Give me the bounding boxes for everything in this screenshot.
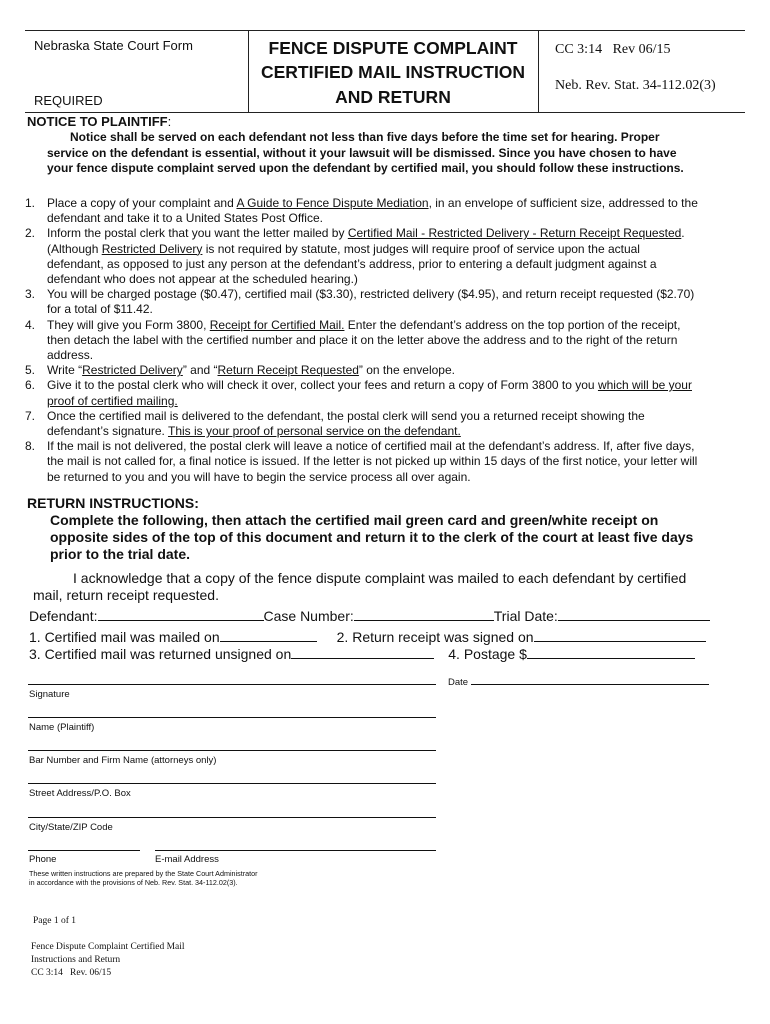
email-caption: E-mail Address (155, 854, 219, 865)
defendant-label: Defendant: (29, 608, 98, 624)
footer-line1: Fence Dispute Complaint Certified Mail (31, 942, 185, 952)
form-title-line3: AND RETURN (335, 87, 451, 107)
signature-caption: Signature (29, 689, 70, 700)
bar-number-caption: Bar Number and Firm Name (attorneys only) (29, 755, 217, 766)
signature-line[interactable] (28, 684, 436, 685)
trial-date-label: Trial Date: (493, 608, 558, 624)
required-label: REQUIRED (34, 93, 103, 108)
list-item: 1. Place a copy of your complaint and A Guide to Fence Dispute Mediation, in an envelope of sufficient size, addressed to the defendant and take it to a United States Post Office. (25, 196, 698, 226)
list-item: 3. You will be charged postage ($0.47), certified mail ($3.30), restricted delivery ($4.95), and return receipt requested ($2.70) for a total of $11.42. (25, 287, 695, 317)
header-top-rule (25, 30, 745, 31)
form-source: Nebraska State Court Form (34, 38, 193, 53)
case-number-label: Case Number: (263, 608, 354, 624)
city-caption: City/State/ZIP Code (29, 822, 113, 833)
street-caption: Street Address/P.O. Box (29, 788, 131, 799)
returned-unsigned-field[interactable] (291, 646, 434, 659)
date-line[interactable] (471, 684, 709, 685)
field-row-1 (29, 608, 729, 624)
return-body: Complete the following, then attach the certified mail green card and green/white receipt on opposite sides of the top of this document and return it to the clerk of the court at least five days prior to the trial date. (50, 512, 694, 562)
list-item: 7. Once the certified mail is delivered to the defendant, the postal clerk will send you a returned receipt showing the defendant’s signature. This is your proof of personal service on the defendant. (25, 408, 645, 439)
header-divider-right (538, 30, 539, 112)
notice-heading (27, 114, 171, 129)
trial-date-field[interactable] (558, 608, 710, 621)
footer-line2: Instructions and Return (31, 955, 121, 965)
city-line[interactable] (28, 817, 436, 818)
page-number: Page 1 of 1 (33, 916, 77, 926)
phone-caption: Phone (29, 854, 57, 865)
list-item: 6. Give it to the postal clerk who will check it over, collect your fees and return a copy of Form 3800 to you which will be your proof of certified mailing. (25, 378, 692, 408)
defendant-field[interactable] (98, 608, 264, 621)
form-number: CC 3:14 Rev 06/15 (555, 42, 671, 57)
receipt-signed-field[interactable] (534, 629, 706, 642)
form-title-line1: FENCE DISPUTE COMPLAINT (268, 38, 518, 58)
name-caption: Name (Plaintiff) (29, 722, 95, 733)
street-line[interactable] (28, 783, 436, 784)
notice-body (47, 130, 697, 177)
form-title-line2: CERTIFIED MAIL INSTRUCTION (260, 62, 526, 82)
postage-field[interactable] (527, 646, 695, 659)
name-line[interactable] (28, 717, 436, 718)
footer-line3: CC 3:14 Rev. 06/15 (31, 968, 112, 978)
field-row-3 (29, 646, 729, 662)
instruction-list (25, 196, 700, 485)
list-item: 5. Write “Restricted Delivery” and “Return Receipt Requested” on the envelope. (25, 363, 455, 378)
phone-line[interactable] (28, 850, 140, 851)
notice-heading-text: NOTICE TO PLAINTIFF (27, 114, 168, 129)
list-item: 2. Inform the postal clerk that you want the letter mailed by Certified Mail - Restricted Delivery - Return Receipt Requested. (Although Restricted Delivery is not required by statute, most judges will require proof of service upon the actual defendant, as opposed to just any person at the defendant’s address, prior to entering a default judgment against a defendant who does not appear at the scheduled hearing.) (25, 226, 685, 287)
case-number-field[interactable] (354, 608, 494, 621)
return-heading: RETURN INSTRUCTIONS: (27, 495, 199, 511)
notice-text: Notice shall be served on each defendant not less than five days before the time set for hearing. Proper service on the defendant is essential, without it your lawsuit will be dismissed. Since you have chosen to have your fence dispute complaint served upon the defendant by certified mail, you should follow these instructions. (47, 130, 684, 175)
receipt-signed-label: 2. Return receipt was signed on (336, 629, 534, 645)
email-line[interactable] (155, 850, 436, 851)
prepared-note-line1: These written instructions are prepared by the State Court Administrator (29, 869, 258, 878)
header-bottom-rule (25, 112, 745, 113)
prepared-note-line2: in accordance with the provisions of Neb. Rev. Stat. 34-112.02(3). (29, 878, 238, 887)
acknowledgement: I acknowledge that a copy of the fence dispute complaint was mailed to each defendant by certified mail, return receipt requested. (33, 570, 687, 603)
field-row-2 (29, 629, 729, 645)
statute-ref: Neb. Rev. Stat. 34-112.02(3) (555, 78, 716, 93)
list-item: 8. If the mail is not delivered, the postal clerk will leave a notice of certified mail at the defendant’s address. If, after five days, the mail is not called for, a final notice is issued. If the letter is not picked up within 15 days of the first notice, your letter will be returned to you and you will have to begin the service process all over again. (25, 439, 698, 484)
returned-unsigned-label: 3. Certified mail was returned unsigned on (29, 646, 292, 662)
date-label: Date (448, 677, 469, 688)
bar-number-line[interactable] (28, 750, 436, 751)
list-item: 4. They will give you Form 3800, Receipt for Certified Mail. Enter the defendant’s address on the top portion of the receipt, then detach the label with the certified number and place it on the letter above the address and to the right of the return address. (25, 317, 681, 363)
mailed-on-field[interactable] (220, 629, 317, 642)
mailed-on-label: 1. Certified mail was mailed on (29, 629, 220, 645)
postage-label: 4. Postage $ (448, 646, 527, 662)
notice-heading-colon: : (167, 114, 172, 129)
